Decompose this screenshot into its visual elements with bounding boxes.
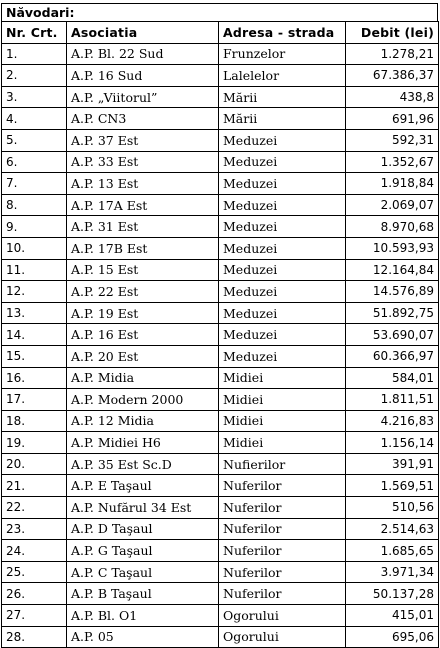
nr-cell: 27. xyxy=(2,605,67,627)
debit-cell: 438,8 xyxy=(346,86,439,108)
asociatia-cell: A.P. 05 xyxy=(67,626,219,648)
adresa-cell: Mării xyxy=(219,108,346,130)
table-row xyxy=(2,583,439,605)
asociatia-cell: A.P. 17B Est xyxy=(67,237,219,259)
debit-cell: 1.278,21 xyxy=(346,43,439,65)
nr-cell: 17. xyxy=(2,389,67,411)
asociatia-cell: A.P. 19 Est xyxy=(67,302,219,324)
asociatia-cell: A.P. G Taşaul xyxy=(67,540,219,562)
header-nr: Nr. Crt. xyxy=(2,22,67,44)
debit-cell: 691,96 xyxy=(346,108,439,130)
debit-cell: 53.690,07 xyxy=(346,324,439,346)
header-row xyxy=(2,22,439,44)
asociatia-cell: A.P. 31 Est xyxy=(67,216,219,238)
debit-cell: 14.576,89 xyxy=(346,281,439,303)
table-row xyxy=(2,194,439,216)
debit-cell: 67.386,37 xyxy=(346,65,439,87)
nr-cell: 13. xyxy=(2,302,67,324)
asociatia-cell: A.P. Bl. 22 Sud xyxy=(67,43,219,65)
debit-cell: 2.514,63 xyxy=(346,518,439,540)
nr-cell: 15. xyxy=(2,345,67,367)
adresa-cell: Meduzei xyxy=(219,302,346,324)
table-row xyxy=(2,151,439,173)
adresa-cell: Meduzei xyxy=(219,151,346,173)
asociatia-cell: A.P. E Taşaul xyxy=(67,475,219,497)
table-row xyxy=(2,281,439,303)
asociatia-cell: A.P. Modern 2000 xyxy=(67,389,219,411)
debit-cell: 1.918,84 xyxy=(346,173,439,195)
debit-cell: 695,06 xyxy=(346,626,439,648)
asociatia-cell: A.P. Bl. O1 xyxy=(67,605,219,627)
table-row xyxy=(2,475,439,497)
debit-cell: 51.892,75 xyxy=(346,302,439,324)
debit-cell: 3.971,34 xyxy=(346,561,439,583)
asociatia-cell: A.P. 15 Est xyxy=(67,259,219,281)
nr-cell: 6. xyxy=(2,151,67,173)
adresa-cell: Ogorului xyxy=(219,605,346,627)
debit-cell: 4.216,83 xyxy=(346,410,439,432)
debit-cell: 1.156,14 xyxy=(346,432,439,454)
debit-cell: 1.811,51 xyxy=(346,389,439,411)
nr-cell: 20. xyxy=(2,453,67,475)
table-row xyxy=(2,389,439,411)
table-row xyxy=(2,367,439,389)
adresa-cell: Midiei xyxy=(219,432,346,454)
asociatia-cell: A.P. 16 Est xyxy=(67,324,219,346)
debit-table xyxy=(1,21,439,648)
asociatia-cell: A.P. Midia xyxy=(67,367,219,389)
asociatia-cell: A.P. „Viitorul” xyxy=(67,86,219,108)
header-debit: Debit (lei) xyxy=(346,22,439,44)
table-title: Năvodari: xyxy=(1,3,438,21)
header-asociatia: Asociatia xyxy=(67,22,219,44)
adresa-cell: Meduzei xyxy=(219,324,346,346)
adresa-cell: Nuferilor xyxy=(219,518,346,540)
table-row xyxy=(2,518,439,540)
asociatia-cell: A.P. 13 Est xyxy=(67,173,219,195)
adresa-cell: Nuferilor xyxy=(219,540,346,562)
nr-cell: 25. xyxy=(2,561,67,583)
debit-cell: 1.569,51 xyxy=(346,475,439,497)
nr-cell: 5. xyxy=(2,129,67,151)
document-table-wrapper xyxy=(1,3,438,648)
nr-cell: 24. xyxy=(2,540,67,562)
table-row xyxy=(2,129,439,151)
asociatia-cell: A.P. 12 Midia xyxy=(67,410,219,432)
adresa-cell: Mării xyxy=(219,86,346,108)
adresa-cell: Nuferilor xyxy=(219,583,346,605)
debit-cell: 391,91 xyxy=(346,453,439,475)
debit-cell: 1.685,65 xyxy=(346,540,439,562)
nr-cell: 9. xyxy=(2,216,67,238)
table-row xyxy=(2,432,439,454)
adresa-cell: Ogorului xyxy=(219,626,346,648)
table-row xyxy=(2,453,439,475)
nr-cell: 23. xyxy=(2,518,67,540)
table-row xyxy=(2,540,439,562)
table-row xyxy=(2,65,439,87)
nr-cell: 3. xyxy=(2,86,67,108)
table-row xyxy=(2,561,439,583)
nr-cell: 22. xyxy=(2,497,67,519)
table-row xyxy=(2,605,439,627)
table-row xyxy=(2,216,439,238)
asociatia-cell: A.P. D Taşaul xyxy=(67,518,219,540)
adresa-cell: Lalelelor xyxy=(219,65,346,87)
debit-cell: 12.164,84 xyxy=(346,259,439,281)
nr-cell: 21. xyxy=(2,475,67,497)
table-row xyxy=(2,324,439,346)
adresa-cell: Nuferilor xyxy=(219,497,346,519)
table-row xyxy=(2,173,439,195)
table-row xyxy=(2,86,439,108)
adresa-cell: Meduzei xyxy=(219,345,346,367)
asociatia-cell: A.P. Midiei H6 xyxy=(67,432,219,454)
debit-cell: 584,01 xyxy=(346,367,439,389)
nr-cell: 1. xyxy=(2,43,67,65)
table-row xyxy=(2,302,439,324)
table-row xyxy=(2,108,439,130)
debit-cell: 415,01 xyxy=(346,605,439,627)
debit-cell: 510,56 xyxy=(346,497,439,519)
adresa-cell: Meduzei xyxy=(219,216,346,238)
adresa-cell: Nufierilor xyxy=(219,453,346,475)
table-row xyxy=(2,345,439,367)
asociatia-cell: A.P. 17A Est xyxy=(67,194,219,216)
adresa-cell: Nuferilor xyxy=(219,475,346,497)
table-row xyxy=(2,259,439,281)
adresa-cell: Meduzei xyxy=(219,259,346,281)
adresa-cell: Meduzei xyxy=(219,173,346,195)
adresa-cell: Midiei xyxy=(219,389,346,411)
nr-cell: 16. xyxy=(2,367,67,389)
nr-cell: 12. xyxy=(2,281,67,303)
debit-cell: 2.069,07 xyxy=(346,194,439,216)
table-row xyxy=(2,497,439,519)
adresa-cell: Meduzei xyxy=(219,237,346,259)
asociatia-cell: A.P. Nufărul 34 Est xyxy=(67,497,219,519)
adresa-cell: Nuferilor xyxy=(219,561,346,583)
nr-cell: 26. xyxy=(2,583,67,605)
debit-cell: 50.137,28 xyxy=(346,583,439,605)
asociatia-cell: A.P. 20 Est xyxy=(67,345,219,367)
nr-cell: 8. xyxy=(2,194,67,216)
table-body xyxy=(2,43,439,648)
adresa-cell: Midiei xyxy=(219,367,346,389)
nr-cell: 11. xyxy=(2,259,67,281)
nr-cell: 7. xyxy=(2,173,67,195)
debit-cell: 592,31 xyxy=(346,129,439,151)
header-adresa: Adresa - strada xyxy=(219,22,346,44)
asociatia-cell: A.P. 22 Est xyxy=(67,281,219,303)
asociatia-cell: A.P. B Taşaul xyxy=(67,583,219,605)
nr-cell: 2. xyxy=(2,65,67,87)
table-row xyxy=(2,43,439,65)
asociatia-cell: A.P. 33 Est xyxy=(67,151,219,173)
table-row xyxy=(2,626,439,648)
nr-cell: 19. xyxy=(2,432,67,454)
debit-cell: 8.970,68 xyxy=(346,216,439,238)
nr-cell: 14. xyxy=(2,324,67,346)
asociatia-cell: A.P. 16 Sud xyxy=(67,65,219,87)
debit-cell: 10.593,93 xyxy=(346,237,439,259)
asociatia-cell: A.P. C Taşaul xyxy=(67,561,219,583)
nr-cell: 10. xyxy=(2,237,67,259)
asociatia-cell: A.P. 35 Est Sc.D xyxy=(67,453,219,475)
adresa-cell: Meduzei xyxy=(219,129,346,151)
adresa-cell: Meduzei xyxy=(219,194,346,216)
asociatia-cell: A.P. CN3 xyxy=(67,108,219,130)
table-row xyxy=(2,410,439,432)
adresa-cell: Midiei xyxy=(219,410,346,432)
adresa-cell: Meduzei xyxy=(219,281,346,303)
table-row xyxy=(2,237,439,259)
debit-cell: 60.366,97 xyxy=(346,345,439,367)
nr-cell: 18. xyxy=(2,410,67,432)
asociatia-cell: A.P. 37 Est xyxy=(67,129,219,151)
nr-cell: 28. xyxy=(2,626,67,648)
adresa-cell: Frunzelor xyxy=(219,43,346,65)
debit-cell: 1.352,67 xyxy=(346,151,439,173)
nr-cell: 4. xyxy=(2,108,67,130)
